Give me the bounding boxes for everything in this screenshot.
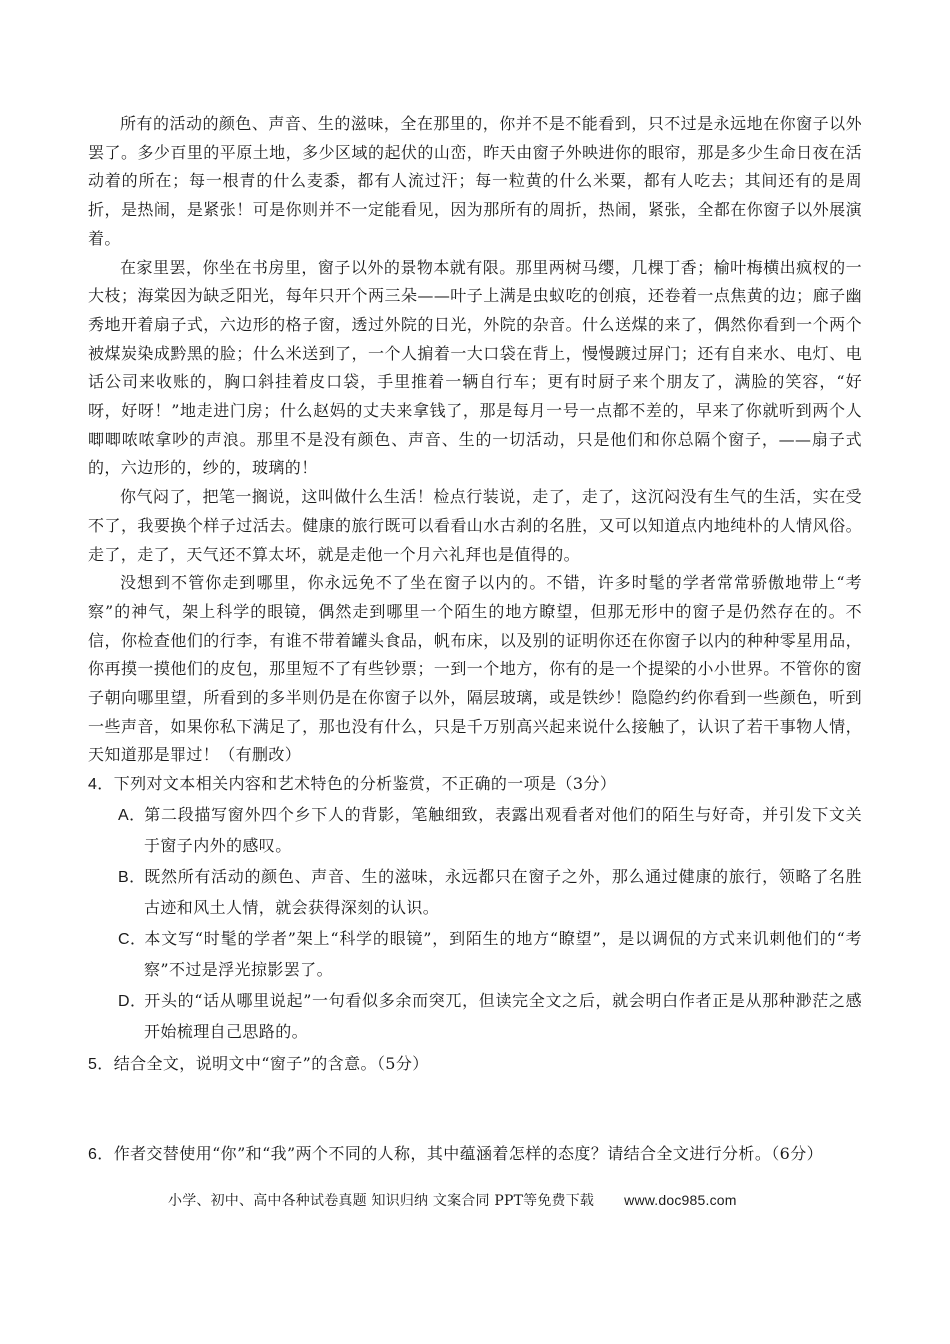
option-c-letter: C．: [118, 930, 147, 948]
question-4: [88, 770, 862, 1048]
option-d-letter: D．: [118, 992, 147, 1010]
option-a-letter: A．: [118, 806, 146, 824]
option-c: [118, 924, 862, 986]
question-5-text: 结合全文，说明文中“窗子”的含意。（5分）: [113, 1053, 429, 1073]
option-c-text: 本文写“时髦的学者”架上“科学的眼镜”，到陌生的地方“瞭望”，是以调侃的方式来讥刺他们的“考察”不过是浮光掠影罢了。: [144, 928, 862, 980]
question-5-number: 5．: [88, 1055, 114, 1073]
question-6-number: 6．: [88, 1145, 114, 1163]
exam-page: [88, 110, 862, 1169]
question-5: [88, 1050, 862, 1080]
question-4-stem: [88, 770, 862, 800]
footer-text: 小学、初中、高中各种试卷真题 知识归纳 文案合同 PPT等免费下载: [168, 1193, 595, 1209]
reading-passage: [88, 110, 862, 770]
passage-paragraph-3: 你气闷了，把笔一搁说，这叫做什么生活！检点行装说，走了，走了，这沉闷没有生气的生活，实在受不了，我要换个样子过活去。健康的旅行既可以看看山水古刹的名胜，又可以知道点内地纯朴的人情风俗。走了，走了，天气还不算太坏，就是走他一个月六礼拜也是值得的。: [88, 487, 862, 564]
question-4-options: [88, 800, 862, 1048]
question-6-text: 作者交替使用“你”和“我”两个不同的人称，其中蕴涵着怎样的态度？请结合全文进行分析。（6分）: [113, 1143, 824, 1163]
question-4-text: 下列对文本相关内容和艺术特色的分析鉴赏，不正确的一项是（3分）: [113, 774, 617, 794]
footer-url: www.doc985.com: [624, 1192, 737, 1208]
passage-paragraph-1: 所有的活动的颜色、声音、生的滋味，全在那里的，你并不是不能看到，只不过是永远地在你窗子以外罢了。多少百里的平原土地，多少区域的起伏的山峦，昨天由窗子外映进你的眼帘，那是多少生命日夜在活动着的所在；每一根青的什么麦黍，都有人流过汗；每一粒黄的什么米粟，都有人吃去；其间还有的是周折，是热闹，是紧张！可是你则并不一定能看见，因为那所有的周折，热闹，紧张，全都在你窗子以外展演着。: [88, 114, 862, 248]
question-4-number: 4．: [88, 776, 114, 794]
passage-paragraph-4: 没想到不管你走到哪里，你永远免不了坐在窗子以内的。不错，许多时髦的学者常常骄傲地带上“考察”的神气，架上科学的眼镜，偶然走到哪里一个陌生的地方瞭望，但那无形中的窗子是仍然存在的。不信，你检查他们的行李，有谁不带着罐头食品，帆布床，以及别的证明你还在你窗子以内的种种零星用品，你再摸一摸他们的皮包，那里短不了有些钞票；一到一个地方，你有的是一个提梁的小小世界。不管你的窗子朝向哪里望，所看到的多半则仍是在你窗子以外，隔层玻璃，或是铁纱！隐隐约约你看到一些颜色，听到一些声音，如果你私下满足了，那也没有什么，只是千万别高兴起来说什么接触了，认识了若干事物人情，天知道那是罪过！（有删改）: [88, 573, 862, 765]
option-d-text: 开头的“话从哪里说起”一句看似多余而突兀，但读完全文之后，就会明白作者正是从那种渺茫之感开始梳理自己思路的。: [144, 990, 862, 1042]
option-a-text: 第二段描写窗外四个乡下人的背影，笔触细致，表露出观看者对他们的陌生与好奇，并引发下文关于窗子内外的感叹。: [144, 804, 862, 856]
passage-paragraph-2: 在家里罢，你坐在书房里，窗子以外的景物本就有限。那里两树马缨，几棵丁香；榆叶梅横出疯杈的一大枝；海棠因为缺乏阳光，每年只开个两三朵——叶子上满是虫蚁吃的创痕，还卷着一点焦黄的边；廊子幽秀地开着扇子式，六边形的格子窗，透过外院的日光，外院的杂音。什么送煤的来了，偶然你看到一个两个被煤炭染成黔黑的脸；什么米送到了，一个人掮着一大口袋在背上，慢慢踱过屏门；还有自来水、电灯、电话公司来收账的，胸口斜挂着皮口袋，手里推着一辆自行车；更有时厨子来个朋友了，满脸的笑容，“好呀，好呀！”地走进门房；什么赵妈的丈夫来拿钱了，那是每月一号一点都不差的，早来了你就听到两个人唧唧哝哝拿吵的声浪。那里不是没有颜色、声音、生的一切活动，只是他们和你总隔个窗子，——扇子式的，六边形的，纱的，玻璃的！: [88, 257, 862, 478]
option-b: [118, 862, 862, 924]
option-a: [118, 800, 862, 862]
page-footer: [168, 1190, 737, 1210]
option-d: [118, 986, 862, 1048]
option-b-letter: B．: [118, 868, 146, 886]
question-6: [88, 1140, 862, 1170]
option-b-text: 既然所有活动的颜色、声音、生的滋味，永远都只在窗子之外，那么通过健康的旅行，领略了名胜古迹和风土人情，就会获得深刻的认识。: [144, 866, 862, 918]
